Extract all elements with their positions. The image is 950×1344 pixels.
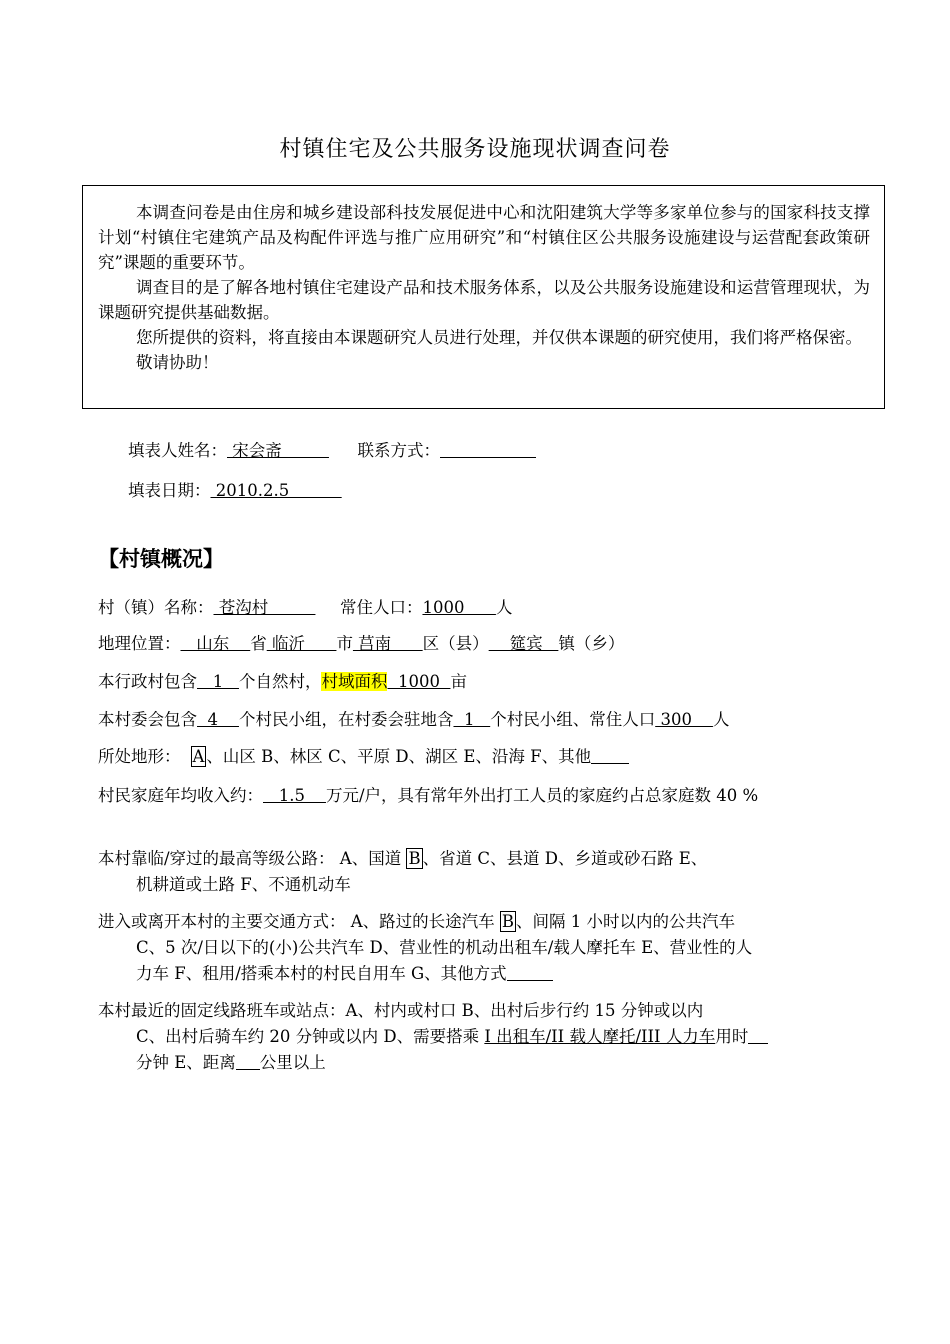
bus-stop-vehicle-options[interactable]: I 出租车/II 载人摩托/III 人力车 (484, 1027, 716, 1046)
bus-stop-row-3 (98, 1049, 896, 1076)
bus-stop-row-2 (98, 1023, 896, 1050)
road-row-2: 机耕道或土路 F、不通机动车 (136, 875, 351, 894)
transport-prefix: 进入或离开本村的主要交通方式： A、路过的长途汽车 (98, 912, 500, 931)
natural-villages-row (98, 668, 858, 695)
groups-prefix: 本村委会包含 (98, 710, 197, 729)
contact-label: 联系方式： (357, 441, 440, 460)
transport-row-3-text: 力车 F、租用/搭乘本村的村民自用车 G、其他方式 (136, 964, 507, 983)
bus-stop-minutes-field[interactable] (748, 1027, 768, 1044)
terrain-label: 所处地形： (98, 747, 181, 766)
transport-row-2: C、5 次/日以下的(小)公共汽车 D、营业性的机动出租车/载人摩托车 E、营业性的人 (136, 938, 753, 957)
population-unit: 人 (495, 598, 513, 617)
page-title: 村镇住宅及公共服务设施现状调查问卷 (279, 137, 671, 162)
town-unit: 镇（乡） (558, 634, 625, 653)
road-prefix: 本村靠临/穿过的最高等级公路： A、国道 (98, 849, 407, 868)
village-name-value[interactable]: 苍沟村 (213, 598, 316, 617)
filler-date-label: 填表日期： (128, 481, 211, 500)
terrain-row (98, 743, 858, 770)
intro-paragraph-4: 敬请协助！ (136, 353, 219, 372)
district-unit: 区（县） (422, 634, 489, 653)
town-value[interactable]: 筵宾 (488, 634, 559, 653)
bus-stop-row-2-prefix: C、出村后骑车约 20 分钟或以内 D、需要搭乘 (136, 1027, 485, 1046)
location-label: 地理位置： (98, 634, 181, 653)
bus-stop-row-3-suffix: 公里以上 (259, 1053, 326, 1072)
population-label: 常住人口： (339, 598, 423, 617)
filler-name-value[interactable]: 宋会斋 (227, 441, 329, 460)
road-selected[interactable]: B (408, 849, 421, 868)
bus-stop-row-2-suffix: 用时 (715, 1027, 749, 1046)
income-row (98, 782, 858, 809)
village-name-label: 村（镇）名称： (98, 598, 214, 617)
natural-villages-count[interactable]: 1 (197, 672, 239, 691)
population-value[interactable]: 1000 (422, 598, 496, 617)
district-value[interactable]: 莒南 (352, 634, 423, 653)
village-area-value[interactable]: 1000 (387, 672, 451, 691)
filler-name-label: 填表人姓名： (128, 441, 227, 460)
bus-stop-distance-field[interactable] (236, 1053, 260, 1070)
intro-paragraph-1: 本调查问卷是由住房和城乡建设部科技发展促进中心和沈阳建筑大学等多家单位参与的国家科技支撑计划“村镇住宅建筑产品及构配件评选与推广应用研究”和“村镇住区公共服务设施建设与运营配套政策研究”课题的重要环节。 (98, 203, 870, 272)
province-unit: 省 (250, 634, 267, 653)
natural-villages-prefix: 本行政村包含 (98, 672, 197, 691)
terrain-other-field[interactable] (591, 747, 629, 764)
income-value[interactable]: 1.5 (263, 786, 326, 805)
natural-villages-mid: 个自然村， (238, 672, 322, 691)
section-title: 【村镇概况】 (98, 547, 224, 571)
terrain-options: 、山区 B、林区 C、平原 D、湖区 E、沿海 F、其他 (206, 747, 592, 766)
income-prefix: 村民家庭年均收入约： (98, 786, 263, 805)
transport-row (98, 908, 858, 935)
contact-field[interactable] (440, 441, 536, 458)
bus-stop-row-3-prefix: 分钟 E、距离 (136, 1053, 236, 1072)
groups-mid-2: 个村民小组、常住人口 (490, 710, 656, 729)
village-area-unit: 亩 (450, 672, 467, 691)
filler-date-value[interactable]: 2010.2.5 (210, 481, 342, 500)
groups-count[interactable]: 4 (197, 710, 239, 729)
filler-name-row (128, 437, 536, 461)
province-value[interactable]: 山东 (180, 634, 251, 653)
intro-box (82, 185, 885, 409)
city-unit: 市 (336, 634, 353, 653)
terrain-selected[interactable]: A (192, 747, 205, 766)
groups-mid: 个村民小组，在村委会驻地含 (238, 710, 454, 729)
transport-row-3 (98, 960, 896, 987)
groups-count-2[interactable]: 1 (453, 710, 491, 729)
groups-population[interactable]: 300 (655, 710, 713, 729)
groups-unit: 人 (712, 710, 730, 729)
bus-stop-row: 本村最近的固定线路班车或站点：A、村内或村口 B、出村后步行约 15 分钟或以内 (98, 1001, 704, 1020)
transport-other-field[interactable] (507, 964, 553, 981)
intro-paragraph-2: 调查目的是了解各地村镇住宅建设产品和技术服务体系，以及公共服务设施建设和运营管理现状，为课题研究提供基础数据。 (98, 278, 870, 322)
intro-paragraph-3: 您所提供的资料，将直接由本课题研究人员进行处理，并仅供本课题的研究使用，我们将严格保密。 (136, 328, 862, 347)
road-options: 、省道 C、县道 D、乡道或砂石路 E、 (422, 849, 708, 868)
road-row (98, 845, 858, 872)
transport-options: 、间隔 1 小时以内的公共汽车 (516, 912, 736, 931)
village-name-row (98, 594, 858, 621)
location-row (98, 630, 858, 657)
village-area-label: 村域面积 (321, 672, 388, 691)
income-rest: 万元/户，具有常年外出打工人员的家庭约占总家庭数 40 % (325, 786, 759, 805)
city-value[interactable]: 临沂 (266, 634, 337, 653)
groups-row (98, 706, 858, 733)
filler-date-row (128, 477, 342, 501)
transport-selected[interactable]: B (501, 912, 515, 931)
